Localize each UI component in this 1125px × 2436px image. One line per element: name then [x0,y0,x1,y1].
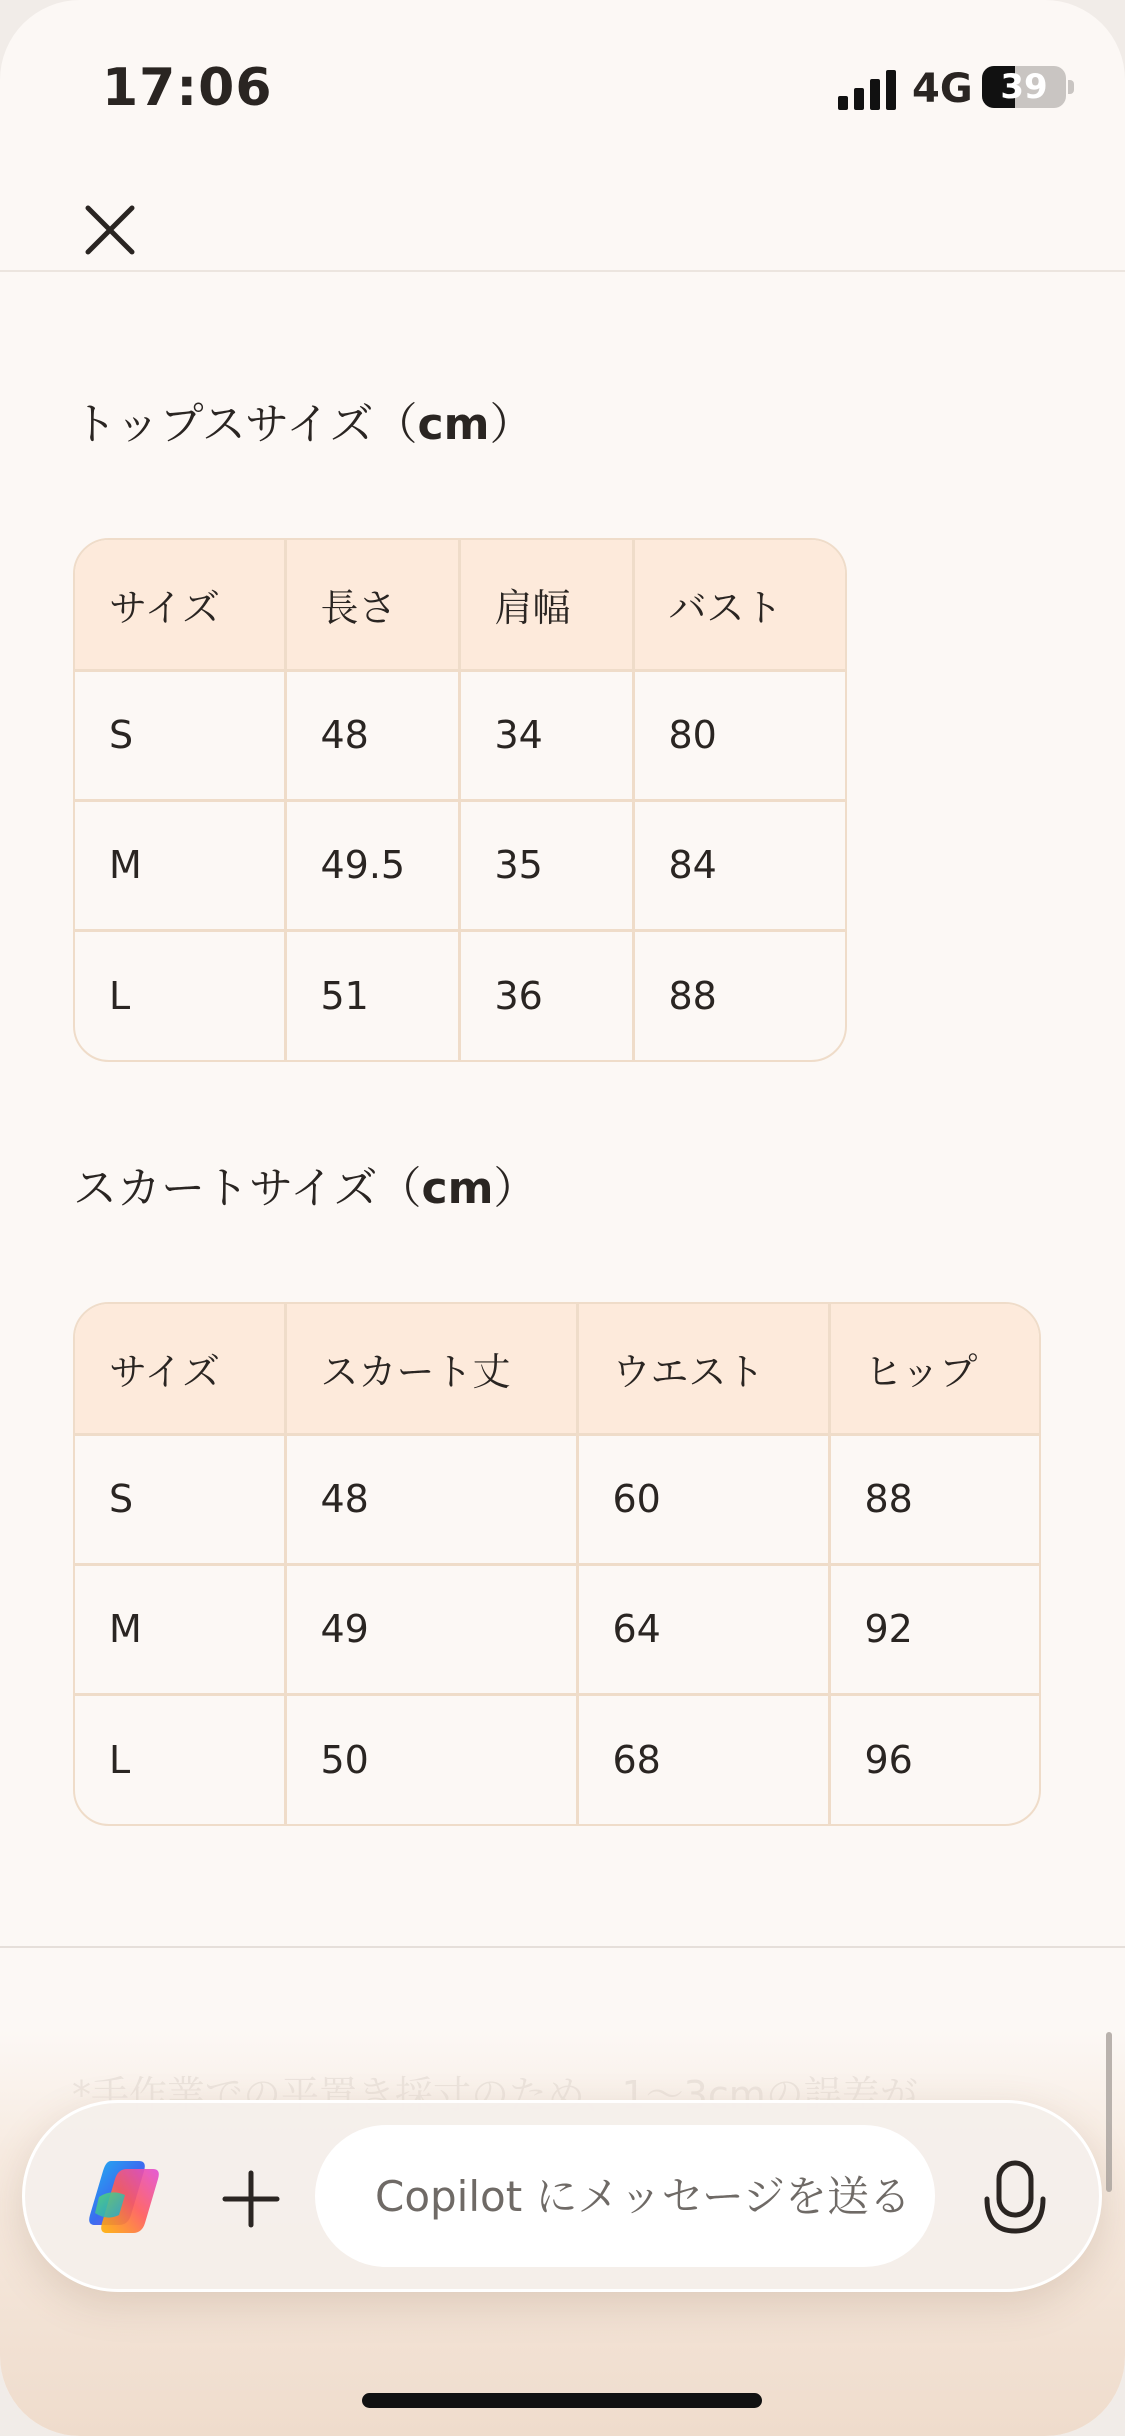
table-row [75,930,845,1060]
table-cell: 84 [633,800,845,930]
copilot-logo-icon[interactable] [81,2155,165,2239]
table-cell: 35 [459,800,633,930]
table-cell: M [75,800,285,930]
home-indicator[interactable] [362,2393,762,2408]
message-composer [22,2100,1102,2292]
tops-size-table [73,538,847,1062]
table-cell: 48 [285,1434,577,1564]
table-cell: 48 [285,670,459,800]
table-cell: 88 [829,1434,1039,1564]
column-header: サイズ [75,1304,285,1434]
column-header: ヒップ [829,1304,1039,1434]
battery-level: 39 [1000,67,1048,107]
status-time: 17:06 [102,58,273,118]
table-row [75,670,845,800]
table-cell: 92 [829,1564,1039,1694]
plus-icon[interactable] [211,2159,291,2239]
table-cell: 49.5 [285,800,459,930]
column-header: 肩幅 [459,540,633,670]
table-cell: 96 [864,1737,913,1782]
column-header: 長さ [285,540,459,670]
table-row [75,1564,1039,1694]
table-cell: 88 [668,973,717,1018]
table-header-row [75,540,845,670]
table-cell: 51 [285,930,459,1060]
tops-size-title: トップスサイズ（cm） [73,399,534,450]
table-row [75,800,845,930]
table-cell: 50 [285,1694,577,1824]
table-cell: 68 [577,1694,829,1824]
column-header: バスト [633,540,845,670]
battery-icon [982,66,1066,108]
table-cell: 34 [459,670,633,800]
skirt-size-title: スカートサイズ（cm） [73,1163,538,1214]
column-header: ウエスト [577,1304,829,1434]
column-header: サイズ [75,540,285,670]
battery-cap [1068,80,1074,94]
close-icon[interactable] [80,200,140,260]
table-cell: 36 [459,930,633,1060]
network-label: 4G [912,66,973,112]
table-cell: 60 [577,1434,829,1564]
message-input[interactable] [315,2125,935,2267]
table-cell: 64 [577,1564,829,1694]
skirt-size-table [73,1302,1041,1826]
table-cell: L [75,1694,285,1824]
table-row [75,1694,1039,1824]
table-cell: 49 [285,1564,577,1694]
scrollbar[interactable] [1106,2032,1112,2192]
table-row [75,1434,1039,1564]
table-cell: S [75,1434,285,1564]
table-cell: L [75,930,285,1060]
header-divider [0,270,1125,272]
column-header: スカート丈 [285,1304,577,1434]
microphone-icon[interactable] [975,2155,1055,2243]
table-cell: M [75,1564,285,1694]
table-header-row [75,1304,1039,1434]
content-divider [0,1946,1125,1948]
table-cell: 80 [633,670,845,800]
table-cell: S [75,670,285,800]
signal-icon [838,70,900,110]
